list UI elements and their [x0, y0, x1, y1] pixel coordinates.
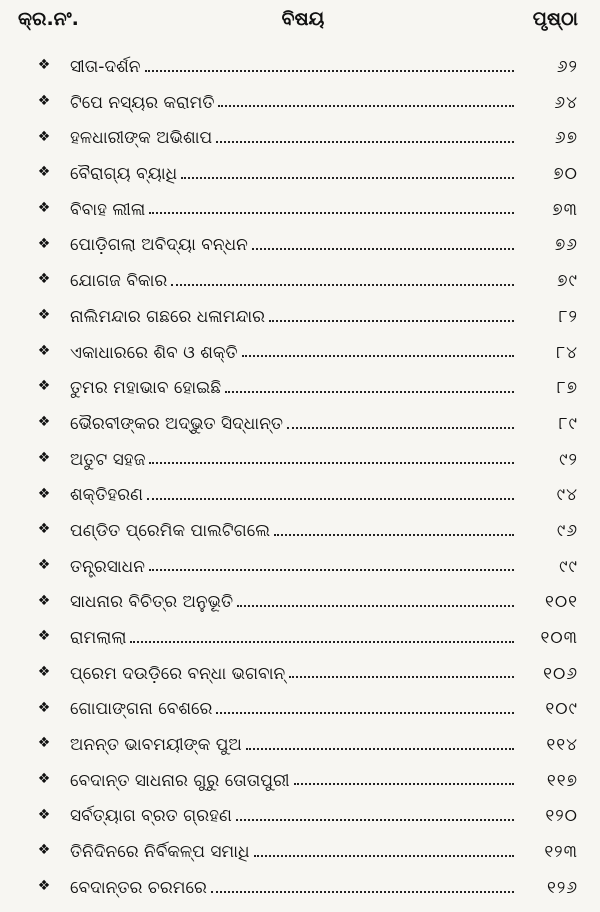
dot-leader — [218, 105, 514, 107]
diamond-bullet-icon: ❖ — [37, 663, 51, 680]
list-item — [18, 826, 578, 862]
diamond-bullet-icon: ❖ — [37, 449, 51, 466]
dot-leader — [181, 177, 514, 179]
serial-number-heading: କ୍ର.ନଂ. — [18, 8, 79, 30]
diamond-bullet-icon: ❖ — [37, 878, 51, 895]
entry-title: ଶକ୍ତିହରଣ — [70, 485, 143, 506]
entry-page-number: ୯୨ — [559, 449, 578, 470]
diamond-bullet-icon: ❖ — [37, 378, 51, 395]
entry-title: ଅନନ୍ତ ଭାବମୟୀଙ୍କ ପୁଅ — [70, 735, 242, 756]
entry-page-number: ୧୧୪ — [546, 735, 578, 756]
list-item — [18, 112, 578, 148]
entry-title: ସର୍ବତ୍ୟାଗ ବ୍ରତ ଗ୍ରହଣ — [70, 806, 232, 827]
entry-page-number: ୧୦୩ — [540, 628, 578, 648]
dot-leader — [216, 712, 514, 714]
dot-leader — [130, 641, 514, 643]
dot-leader — [225, 391, 514, 393]
dot-leader — [274, 534, 514, 536]
dot-leader — [254, 855, 515, 857]
diamond-bullet-icon: ❖ — [37, 200, 51, 217]
diamond-bullet-icon: ❖ — [37, 307, 51, 324]
entry-title: ଗୋପାଙ୍ଗନା ବେଶରେ — [70, 699, 213, 720]
dot-leader — [149, 212, 514, 214]
diamond-bullet-icon: ❖ — [37, 128, 51, 145]
list-item — [18, 683, 578, 719]
list-item — [18, 219, 578, 255]
entry-page-number: ୧୦୬ — [543, 663, 578, 684]
diamond-bullet-icon: ❖ — [37, 271, 51, 288]
entry-page-number: ୭୩ — [552, 199, 578, 220]
diamond-bullet-icon: ❖ — [37, 521, 51, 538]
dot-leader — [236, 819, 514, 821]
list-item — [18, 41, 578, 77]
entry-page-number: ୯୯ — [559, 556, 578, 577]
diamond-bullet-icon: ❖ — [37, 842, 51, 859]
diamond-bullet-icon: ❖ — [37, 556, 51, 573]
list-item — [18, 719, 578, 755]
dot-leader — [149, 569, 514, 571]
entry-page-number: ୧୨୦ — [545, 806, 578, 827]
entry-title: ବେଦାନ୍ତର ଚରମରେ — [70, 877, 207, 898]
entry-page-number: ୮୯ — [558, 413, 578, 434]
entry-page-number: ୮୨ — [558, 306, 578, 327]
entry-title: ଭୈରବୀଙ୍କର ଅଦ୍ଭୁତ ସିଦ୍ଧାନ୍ତ — [70, 413, 284, 434]
entry-page-number: ୧୨୩ — [544, 842, 578, 863]
dot-leader — [216, 141, 514, 143]
entry-title: ତନ୍ତ୍ରସାଧନ — [70, 556, 145, 577]
dot-leader — [289, 676, 514, 678]
entry-page-number: ୧୦୧ — [544, 592, 578, 613]
list-item — [18, 327, 578, 363]
list-item — [18, 291, 578, 327]
list-item — [18, 505, 578, 541]
entry-page-number: ୮୭ — [556, 378, 578, 399]
entry-page-number: ୧୨୬ — [547, 877, 578, 898]
list-item — [18, 541, 578, 577]
entry-title: ତୁମର ମହାଭାବ ହୋଇଛି — [70, 378, 222, 399]
diamond-bullet-icon: ❖ — [37, 92, 51, 109]
dot-leader — [145, 70, 515, 72]
diamond-bullet-icon: ❖ — [37, 628, 51, 645]
dot-leader — [211, 891, 514, 893]
entry-title: ନାଲିମନ୍ଦାର ଗଛରେ ଧଳାମନ୍ଦାର — [70, 306, 266, 327]
diamond-bullet-icon: ❖ — [37, 592, 51, 609]
entry-title: ପ୍ରେମ ଦଉଡ଼ିରେ ବନ୍ଧା ଭଗବାନ୍ — [70, 663, 286, 684]
entry-title: ଯୋଗଜ ବିକାର — [70, 271, 168, 292]
entry-page-number: ୬୨ — [556, 57, 578, 77]
entry-page-number: ୭୦ — [553, 164, 578, 185]
toc-list — [18, 41, 578, 898]
list-item — [18, 148, 578, 184]
entry-page-number: ୧୦୯ — [545, 699, 578, 720]
diamond-bullet-icon: ❖ — [37, 235, 51, 252]
entry-title: ବିବାହ ଲୀଳା — [70, 199, 146, 220]
list-item — [18, 862, 578, 898]
list-item — [18, 434, 578, 470]
dot-leader — [242, 355, 514, 357]
diamond-bullet-icon: ❖ — [37, 414, 51, 431]
page-number-heading: ପୃଷ୍ଠା — [532, 8, 578, 30]
list-item — [18, 755, 578, 791]
entry-title: ଅତୁଟ ସହଜ — [70, 449, 146, 470]
entry-page-number: ୭୯ — [557, 271, 578, 292]
diamond-bullet-icon: ❖ — [37, 342, 51, 359]
list-item — [18, 648, 578, 684]
entry-title: ବେଦାନ୍ତ ସାଧନାର ଗୁରୁ ତୋତାପୁରୀ — [70, 770, 290, 791]
dot-leader — [147, 498, 514, 500]
list-item — [18, 362, 578, 398]
entry-page-number: ୯୪ — [556, 485, 578, 506]
entry-title: ପଣ୍ଡିତ ପ୍ରେମିକ ପାଲଟିଗଲେ — [70, 520, 271, 541]
entry-title: ସାଧନାର ବିଚିତ୍ର ଅନୁଭୂତି — [70, 592, 234, 613]
entry-page-number: ୮୪ — [556, 342, 578, 363]
dot-leader — [171, 284, 514, 286]
diamond-bullet-icon: ❖ — [37, 699, 51, 716]
entry-page-number: ୯୬ — [556, 520, 578, 541]
dot-leader — [237, 605, 514, 607]
entry-title: ତିନିଦିନରେ ନିର୍ବିକଳ୍ପ ସମାଧି — [70, 842, 250, 863]
entry-title: ପୋଡ଼ିଗଲା ଅବିଦ୍ୟା ବନ୍ଧନ — [70, 235, 248, 256]
entry-title: ଟିପେ ନସ୍ୟର କରାମତି — [70, 92, 215, 113]
dot-leader — [246, 748, 514, 750]
entry-title: ବୈରାଗ୍ୟ ବ୍ୟାଧି — [70, 164, 178, 185]
list-item — [18, 77, 578, 113]
list-item — [18, 790, 578, 826]
entry-title: ହଳଧାରୀଙ୍କ ଅଭିଶାପ — [70, 128, 213, 149]
diamond-bullet-icon: ❖ — [37, 806, 51, 823]
entry-title: ରାମଲାଲା — [70, 628, 127, 648]
dot-leader — [287, 427, 514, 429]
toc-header — [18, 2, 578, 36]
list-item — [18, 255, 578, 291]
diamond-bullet-icon: ❖ — [37, 164, 51, 181]
entry-page-number: ୧୧୭ — [546, 770, 578, 791]
list-item — [18, 184, 578, 220]
entry-page-number: ୭୬ — [554, 235, 578, 256]
dot-leader — [294, 783, 514, 785]
dot-leader — [252, 248, 514, 250]
subject-heading: ବିଷୟ — [281, 8, 325, 30]
entry-title: ସୀତା-ଦର୍ଶନ — [70, 57, 141, 77]
list-item — [18, 398, 578, 434]
diamond-bullet-icon: ❖ — [37, 485, 51, 502]
dot-leader — [149, 462, 514, 464]
diamond-bullet-icon: ❖ — [37, 771, 51, 788]
list-item — [18, 612, 578, 648]
dot-leader — [269, 320, 514, 322]
entry-page-number: ୬୪ — [554, 92, 578, 113]
entry-title: ଏକାଧାରରେ ଶିବ ଓ ଶକ୍ତି — [70, 342, 238, 363]
list-item — [18, 469, 578, 505]
diamond-bullet-icon: ❖ — [37, 57, 51, 74]
list-item — [18, 576, 578, 612]
diamond-bullet-icon: ❖ — [37, 735, 51, 752]
entry-page-number: ୬୭ — [554, 128, 578, 149]
